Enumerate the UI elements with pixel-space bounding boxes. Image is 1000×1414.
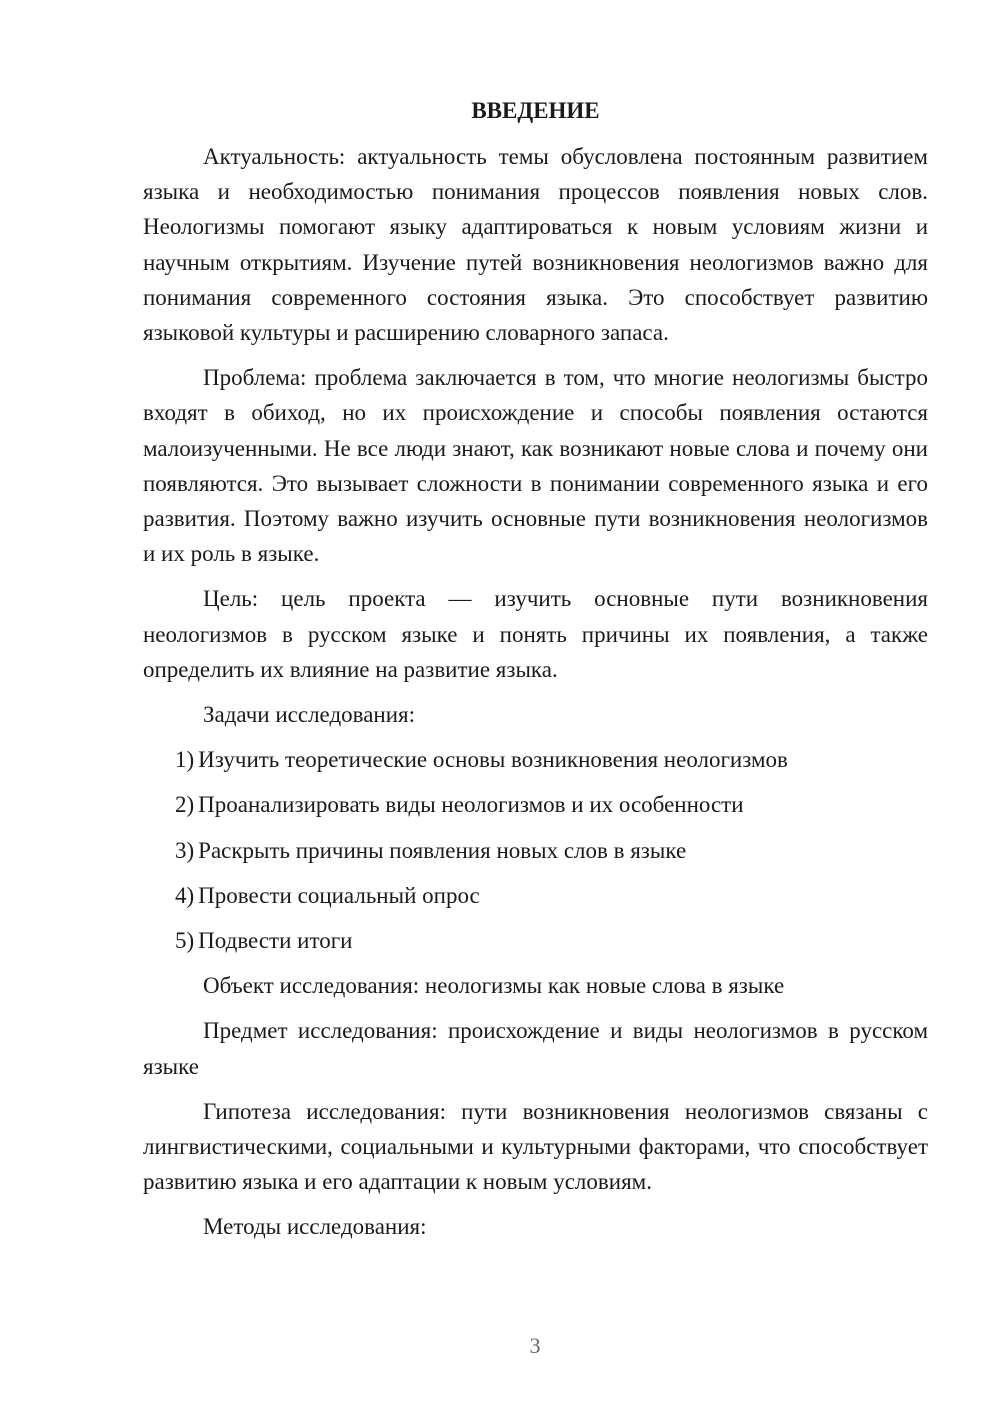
list-item-text: Подвести итоги [198, 928, 353, 954]
list-item-number: 5) [175, 928, 195, 954]
page-number: 3 [529, 1333, 541, 1358]
relevance-paragraph: Актуальность: актуальность темы обусловлена постоянным развитием языка и необходимостью понимания процессов появления новых слов. Неологизмы помогают языку адаптироваться к новым условиям жизни и научным открытиям. Изучение путей возникновения неологизмов важно для понимания современного состояния языка. Это способствует развитию языковой культуры и расширению словарного запаса. [143, 144, 928, 346]
list-item [143, 787, 928, 822]
goal-paragraph: Цель: цель проекта — изучить основные пути возникновения неологизмов в русском языке и понять причины их появления, а также определить их влияние на развитие языка. [143, 586, 928, 682]
object-paragraph: Объект исследования: неологизмы как новые слова в языке [203, 973, 785, 999]
list-item-text: Провести социальный опрос [198, 882, 480, 908]
list-item [143, 878, 928, 913]
list-item-text: Изучить теоретические основы возникновения неологизмов [198, 747, 788, 773]
list-item [143, 923, 928, 958]
page-content [143, 93, 928, 1255]
list-item [143, 833, 928, 868]
list-item-text: Проанализировать виды неологизмов и их особенности [198, 792, 744, 818]
tasks-heading: Задачи исследования: [203, 702, 416, 728]
list-item-number: 4) [175, 882, 195, 908]
list-item-number: 1) [175, 747, 195, 773]
subject-paragraph: Предмет исследования: происхождение и виды неологизмов в русском языке [143, 1018, 928, 1079]
page-title: ВВЕДЕНИЕ [471, 98, 600, 123]
list-item-number: 3) [175, 837, 195, 863]
problem-paragraph: Проблема: проблема заключается в том, что многие неологизмы быстро входят в обиход, но их происхождение и способы появления остаются малоизученными. Не все люди знают, как возникают новые слова и почему они появляются. Это вызывает сложности в понимании современного языка и его развития. Поэтому важно изучить основные пути возникновения неологизмов и их роль в языке. [143, 365, 928, 567]
list-item [143, 742, 928, 777]
hypothesis-paragraph: Гипотеза исследования: пути возникновения неологизмов связаны с лингвистическими, социальными и культурными факторами, что способствует развитию языка и его адаптации к новым условиям. [143, 1098, 928, 1195]
methods-heading: Методы исследования: [203, 1214, 427, 1240]
list-item-number: 2) [175, 792, 195, 818]
list-item-text: Раскрыть причины появления новых слов в языке [198, 837, 687, 863]
